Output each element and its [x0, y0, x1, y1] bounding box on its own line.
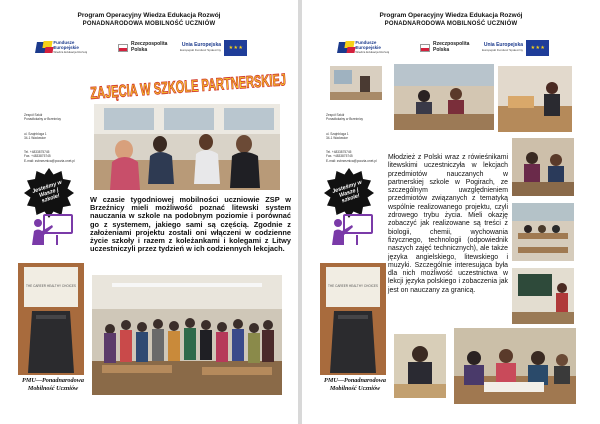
eu-sub-right: Europejski Fundusz Społeczny — [482, 47, 524, 52]
contact-email-right: E-mail: zsbrzeznica@poczta.onet.pl — [326, 158, 377, 163]
header-project: PONADNARODOWA MOBILNOŚĆ UCZNIÓW — [82, 21, 216, 27]
fe-star-icon — [36, 41, 51, 54]
rp-label-1: Rzeczpospolita — [131, 41, 168, 47]
title-art — [84, 62, 392, 103]
poster-photo-healthy-choices — [18, 263, 84, 375]
logo-unia-europejska — [180, 38, 260, 57]
group-photo-classroom — [92, 275, 282, 395]
logo-fundusze-europejskie — [36, 39, 94, 56]
contact-fax: Fax. +4833875745 — [24, 154, 51, 159]
contact-tel: Tel. +4833875745 — [24, 150, 50, 154]
address-line-2-right: 34-1 Wadowice — [326, 136, 348, 141]
photo-student-notes — [394, 334, 446, 398]
contact-tel-right: Tel. +4833875745 — [326, 150, 352, 154]
fe-sub-right: Wiedza Edukacja Rozwój — [355, 50, 390, 54]
fe-label-right: Fundusze Europejskie — [355, 40, 381, 50]
page-title: ZAJĘCIA W SZKOLE PARTNERSKIEJ — [89, 62, 392, 103]
school-name — [24, 113, 86, 122]
rp-label-2-right: Polska — [433, 46, 450, 53]
logo-rzeczpospolita — [118, 39, 170, 56]
eu-label-right: Unia Europejska — [483, 41, 524, 48]
caption-pmu: PMU—Ponadnarodowa Mobilność Uczniów — [22, 377, 84, 392]
school-contact-right — [326, 150, 388, 163]
photo-lab-students — [512, 138, 574, 196]
contact-email: E-mail: zsbrzeznica@poczta.onet.pl — [24, 158, 75, 163]
photo-hallway — [330, 66, 382, 100]
address-line-2: 34-1 Wadowice — [24, 136, 46, 141]
logo-rzeczpospolita-right — [420, 39, 472, 56]
polish-flag-icon — [118, 44, 128, 52]
header-program: Program Operacyjny Wiedza Edukacja Rozwój — [77, 12, 221, 19]
photo-class-rows — [512, 203, 574, 261]
badge-text: Jesteśmy w Wasze j szkole! — [31, 179, 63, 205]
school-address-right — [326, 132, 388, 141]
classroom-photo-students — [94, 104, 280, 190]
school-name-line-2-right: Ponadłokalny w Brzeźnicy — [326, 117, 364, 122]
badge-starburst — [24, 168, 74, 218]
address-line-1: ul. Szajnbloga 1 — [24, 132, 47, 136]
rp-label-2: Polska — [131, 46, 148, 53]
eu-sub: Europejski Fundusz Społeczny — [180, 47, 222, 52]
eu-flag-icon: ★ ★ ★ — [224, 40, 247, 56]
photo-teacher-board — [512, 268, 574, 324]
school-name-line-1-right: Zespół Szkół — [326, 113, 345, 117]
rp-label-1-right: Rzeczpospolita — [433, 41, 470, 47]
fe-star-icon — [338, 41, 353, 54]
school-name-line-2: Ponadłokalny w Brzeźnicy — [24, 117, 62, 122]
fe-label: Fundusze Europejskie — [53, 40, 79, 50]
school-name-right — [326, 113, 388, 122]
photo-desk — [498, 66, 572, 132]
right-body-text: Młodzież z Polski wraz z rówieśnikami litewskimi uczestniczyła w lekcjach przedmiotów nauczanych w partnerskiej szkole w Pogirach, ze szczególnym uwzględnieniem przedmiotów związanych z tematyką wspólnie realizowanego projektu, czyli zdrowego trybu życia. Mieli okazję zobaczyć jak realizowane są treści z biologii, chemii, wychowania fizycznego, technologii (odpowiednik naszych zajęć technicznych), ale także języka angielskiego, litewskiego i muzyki. Szczególnie interesująca była dla nich możliwość uczestnictwa w lekcji języka polskiego i zobaczenia jak jest on nauczany za granicą. — [388, 154, 508, 294]
header-project-right: PONADNARODOWA MOBILNOŚĆ UCZNIÓW — [384, 21, 518, 27]
address-line-1-right: ul. Szajnbloga 1 — [326, 132, 349, 136]
photo-lesson-oval — [394, 64, 494, 130]
poster-text: THE CAREER HEALTHY CHOICES — [26, 283, 77, 288]
title-banner — [84, 62, 392, 103]
left-body-text: W czasie tygodniowej mobilności uczniowie ZSP w Brzeźnicy mieli możliwość poznać litewski system nauczania w szkole na podobnym poziomie i porównać go z systemem, jakiego sami są częścią. Zgodnie z założeniami projektu zostali oni włączeni w codzienne życie szkoły i razem z koleżankami i kolegami z Litwy uczestniczyli przez tydzień w ich codziennych lekcjach. — [90, 195, 291, 254]
fe-sub: Wiedza Edukacja Rozwój — [53, 50, 88, 54]
school-name-line-1: Zespół Szkół — [24, 113, 43, 117]
badge-starburst-right — [324, 168, 374, 218]
logo-fundusze-europejskie-right — [338, 39, 396, 56]
eu-flag-icon: ★ ★ ★ — [526, 40, 549, 56]
school-address — [24, 132, 86, 141]
contact-fax-right: Fax. +4833875745 — [326, 154, 353, 159]
poster-text-right: THE CAREER HEALTHY CHOICES — [328, 283, 379, 288]
teacher-board-icon — [30, 213, 74, 247]
school-contact — [24, 150, 86, 163]
poster-photo-healthy-choices-right — [320, 263, 386, 375]
caption-pmu-right: PMU—Ponadnarodowa Mobilność Uczniów — [324, 377, 386, 392]
header-program-right: Program Operacyjny Wiedza Edukacja Rozwój — [379, 12, 523, 19]
logo-unia-europejska-right — [482, 38, 562, 57]
polish-flag-icon — [420, 44, 430, 52]
teacher-board-icon — [330, 213, 374, 247]
right-page — [302, 0, 600, 424]
badge-text-right: Jesteśmy w Wasze j szkole! — [331, 179, 363, 205]
eu-label: Unia Europejska — [181, 41, 222, 48]
photo-group-table — [454, 328, 576, 404]
